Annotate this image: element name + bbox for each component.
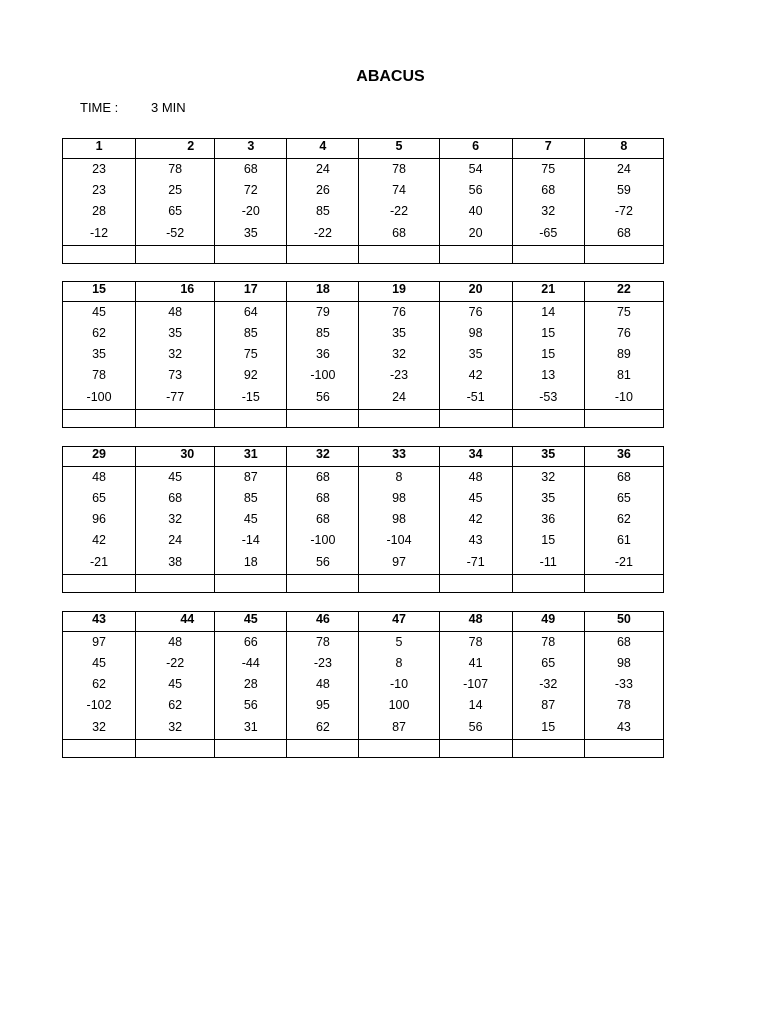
number-cell: 35 [359,323,439,344]
number-row [63,467,664,489]
number-cell: -33 [584,674,663,695]
number-cell: 56 [439,716,512,740]
number-cell: -71 [439,551,512,575]
number-cell: 73 [136,365,215,386]
number-cell: 42 [63,530,136,551]
number-cell: 35 [512,488,584,509]
answer-cell[interactable] [584,246,663,264]
number-cell: 14 [439,695,512,716]
number-cell: 98 [359,509,439,530]
number-row [63,530,664,551]
answer-cell[interactable] [63,575,136,593]
number-cell: -15 [215,386,287,410]
number-cell: 66 [215,632,287,654]
number-cell: 32 [136,344,215,365]
answer-cell[interactable] [287,410,359,428]
number-cell: 14 [512,302,584,324]
problem-number: 6 [439,139,512,159]
number-cell: 48 [136,632,215,654]
number-cell: 64 [215,302,287,324]
number-cell: -10 [584,386,663,410]
number-cell: -107 [439,674,512,695]
problem-number: 49 [512,612,584,632]
number-cell: 28 [63,201,136,222]
answer-cell[interactable] [584,740,663,758]
number-cell: 98 [584,653,663,674]
problem-number: 1 [63,139,136,159]
number-cell: 31 [215,716,287,740]
number-cell: 68 [287,488,359,509]
number-cell: 78 [287,632,359,654]
number-cell: 78 [439,632,512,654]
problem-table [62,138,664,264]
number-cell: 68 [359,222,439,246]
answer-cell[interactable] [136,740,215,758]
time-label: TIME : [80,100,119,115]
number-cell: -22 [287,222,359,246]
number-cell: 24 [136,530,215,551]
number-cell: 20 [439,222,512,246]
answer-cell[interactable] [439,410,512,428]
number-row [63,323,664,344]
number-cell: -100 [287,530,359,551]
answer-cell[interactable] [359,410,439,428]
number-cell: -32 [512,674,584,695]
number-cell: 78 [136,159,215,181]
answer-cell[interactable] [63,410,136,428]
number-row [63,386,664,410]
number-cell: 87 [512,695,584,716]
number-cell: -21 [584,551,663,575]
problem-number: 46 [287,612,359,632]
problem-number: 32 [287,447,359,467]
answer-cell[interactable] [439,740,512,758]
problem-block-2 [62,281,664,428]
number-cell: 76 [584,323,663,344]
answer-cell[interactable] [63,246,136,264]
number-cell: 68 [584,467,663,489]
number-row [63,302,664,324]
number-cell: 18 [215,551,287,575]
number-row [63,159,664,181]
number-cell: 36 [512,509,584,530]
number-cell: 74 [359,180,439,201]
number-cell: 32 [512,467,584,489]
number-cell: 24 [584,159,663,181]
number-cell: -65 [512,222,584,246]
problem-number: 2 [136,139,215,159]
number-cell: 81 [584,365,663,386]
page-title: ABACUS [356,68,425,85]
answer-cell[interactable] [359,740,439,758]
number-cell: 15 [512,716,584,740]
number-row [63,365,664,386]
answer-cell[interactable] [215,410,287,428]
problem-number-row [63,447,664,467]
problem-number: 17 [215,282,287,302]
number-cell: 32 [136,509,215,530]
problem-number: 8 [584,139,663,159]
problem-number: 47 [359,612,439,632]
problem-number: 5 [359,139,439,159]
number-cell: 62 [63,323,136,344]
number-cell: 24 [359,386,439,410]
answer-row [63,410,664,428]
number-cell: 36 [287,344,359,365]
number-cell: -23 [359,365,439,386]
number-cell: 92 [215,365,287,386]
number-cell: -44 [215,653,287,674]
number-cell: 89 [584,344,663,365]
number-cell: 13 [512,365,584,386]
number-cell: 48 [439,467,512,489]
number-cell: -72 [584,201,663,222]
number-cell: 32 [512,201,584,222]
problem-number: 15 [63,282,136,302]
problem-number-row [63,139,664,159]
number-cell: 78 [63,365,136,386]
number-cell: 56 [215,695,287,716]
number-cell: 62 [287,716,359,740]
problem-number: 50 [584,612,663,632]
number-cell: 85 [215,323,287,344]
number-cell: 68 [512,180,584,201]
number-cell: 43 [584,716,663,740]
number-cell: 45 [63,653,136,674]
number-cell: 62 [63,674,136,695]
number-cell: -12 [63,222,136,246]
problem-number: 4 [287,139,359,159]
number-cell: 87 [215,467,287,489]
number-cell: 56 [287,386,359,410]
number-row [63,632,664,654]
number-cell: -22 [136,653,215,674]
number-cell: 100 [359,695,439,716]
number-cell: 78 [584,695,663,716]
number-cell: 98 [439,323,512,344]
number-cell: 68 [287,467,359,489]
number-cell: 8 [359,653,439,674]
answer-cell[interactable] [439,246,512,264]
number-cell: 35 [63,344,136,365]
problem-number: 44 [136,612,215,632]
number-cell: 56 [287,551,359,575]
answer-cell[interactable] [439,575,512,593]
number-cell: -10 [359,674,439,695]
problem-number: 7 [512,139,584,159]
number-row [63,674,664,695]
problem-block-1 [62,138,664,264]
number-cell: 5 [359,632,439,654]
number-cell: 48 [287,674,359,695]
number-row [63,509,664,530]
answer-row [63,740,664,758]
number-cell: 85 [215,488,287,509]
answer-cell[interactable] [359,575,439,593]
problem-number: 36 [584,447,663,467]
problem-block-4 [62,611,664,758]
answer-cell[interactable] [215,246,287,264]
number-cell: 62 [136,695,215,716]
number-row [63,222,664,246]
problem-block-3 [62,446,664,593]
number-cell: 65 [63,488,136,509]
answer-cell[interactable] [287,575,359,593]
number-cell: 48 [63,467,136,489]
number-cell: -77 [136,386,215,410]
number-cell: 42 [439,509,512,530]
number-cell: 56 [439,180,512,201]
number-cell: 25 [136,180,215,201]
number-row [63,695,664,716]
answer-cell[interactable] [512,575,584,593]
problem-number: 33 [359,447,439,467]
number-cell: 95 [287,695,359,716]
problem-number: 3 [215,139,287,159]
number-cell: 68 [584,222,663,246]
number-cell: 97 [63,632,136,654]
number-cell: 35 [439,344,512,365]
number-cell: -51 [439,386,512,410]
number-cell: -21 [63,551,136,575]
number-cell: 68 [136,488,215,509]
number-cell: 75 [215,344,287,365]
number-row [63,344,664,365]
number-cell: 32 [359,344,439,365]
number-cell: 68 [215,159,287,181]
number-cell: 38 [136,551,215,575]
number-cell: 79 [287,302,359,324]
number-cell: -11 [512,551,584,575]
problem-table [62,446,664,593]
number-cell: -53 [512,386,584,410]
number-cell: 62 [584,509,663,530]
number-cell: 35 [215,222,287,246]
answer-cell[interactable] [512,246,584,264]
number-cell: -104 [359,530,439,551]
number-cell: 45 [136,467,215,489]
number-cell: 85 [287,201,359,222]
number-cell: 40 [439,201,512,222]
number-cell: 65 [584,488,663,509]
number-cell: 76 [359,302,439,324]
number-cell: 68 [584,632,663,654]
number-row [63,180,664,201]
problem-number: 29 [63,447,136,467]
number-cell: 15 [512,530,584,551]
number-cell: 78 [512,632,584,654]
number-cell: 8 [359,467,439,489]
number-cell: 32 [63,716,136,740]
problem-number: 43 [63,612,136,632]
number-cell: -100 [287,365,359,386]
number-row [63,488,664,509]
problem-number: 31 [215,447,287,467]
number-cell: 98 [359,488,439,509]
answer-row [63,575,664,593]
number-cell: 23 [63,180,136,201]
number-cell: 76 [439,302,512,324]
number-cell: 23 [63,159,136,181]
problem-number: 16 [136,282,215,302]
number-row [63,653,664,674]
number-cell: -22 [359,201,439,222]
problem-number: 34 [439,447,512,467]
number-cell: 78 [359,159,439,181]
number-row [63,716,664,740]
number-cell: -52 [136,222,215,246]
problem-number: 48 [439,612,512,632]
number-cell: 43 [439,530,512,551]
number-cell: 87 [359,716,439,740]
number-cell: 54 [439,159,512,181]
number-cell: 65 [136,201,215,222]
number-cell: 15 [512,344,584,365]
problem-number: 21 [512,282,584,302]
answer-cell[interactable] [584,410,663,428]
number-cell: 75 [512,159,584,181]
number-cell: -102 [63,695,136,716]
number-cell: 35 [136,323,215,344]
problem-number: 45 [215,612,287,632]
answer-cell[interactable] [63,740,136,758]
number-cell: 61 [584,530,663,551]
number-cell: -23 [287,653,359,674]
problem-number: 20 [439,282,512,302]
number-cell: 75 [584,302,663,324]
problem-number-row [63,612,664,632]
answer-cell[interactable] [287,740,359,758]
problem-table [62,611,664,758]
number-cell: 59 [584,180,663,201]
number-cell: 41 [439,653,512,674]
problem-table [62,281,664,428]
number-cell: 45 [215,509,287,530]
problem-number: 35 [512,447,584,467]
answer-cell[interactable] [584,575,663,593]
number-cell: 45 [439,488,512,509]
answer-row [63,246,664,264]
number-cell: 65 [512,653,584,674]
number-cell: 48 [136,302,215,324]
number-cell: -20 [215,201,287,222]
number-cell: 45 [63,302,136,324]
answer-cell[interactable] [215,575,287,593]
number-cell: 85 [287,323,359,344]
number-cell: 42 [439,365,512,386]
answer-cell[interactable] [512,740,584,758]
time-value: 3 MIN [151,100,186,115]
number-cell: 45 [136,674,215,695]
number-cell: 32 [136,716,215,740]
answer-cell[interactable] [287,246,359,264]
answer-cell[interactable] [512,410,584,428]
number-cell: -100 [63,386,136,410]
answer-cell[interactable] [136,575,215,593]
number-cell: 26 [287,180,359,201]
number-cell: 68 [287,509,359,530]
problem-number-row [63,282,664,302]
number-cell: 96 [63,509,136,530]
problem-number: 18 [287,282,359,302]
number-row [63,551,664,575]
problem-number: 19 [359,282,439,302]
number-row [63,201,664,222]
number-cell: 24 [287,159,359,181]
number-cell: -14 [215,530,287,551]
number-cell: 15 [512,323,584,344]
problem-number: 22 [584,282,663,302]
answer-cell[interactable] [136,410,215,428]
number-cell: 97 [359,551,439,575]
answer-cell[interactable] [136,246,215,264]
problem-number: 30 [136,447,215,467]
answer-cell[interactable] [359,246,439,264]
answer-cell[interactable] [215,740,287,758]
number-cell: 28 [215,674,287,695]
number-cell: 72 [215,180,287,201]
